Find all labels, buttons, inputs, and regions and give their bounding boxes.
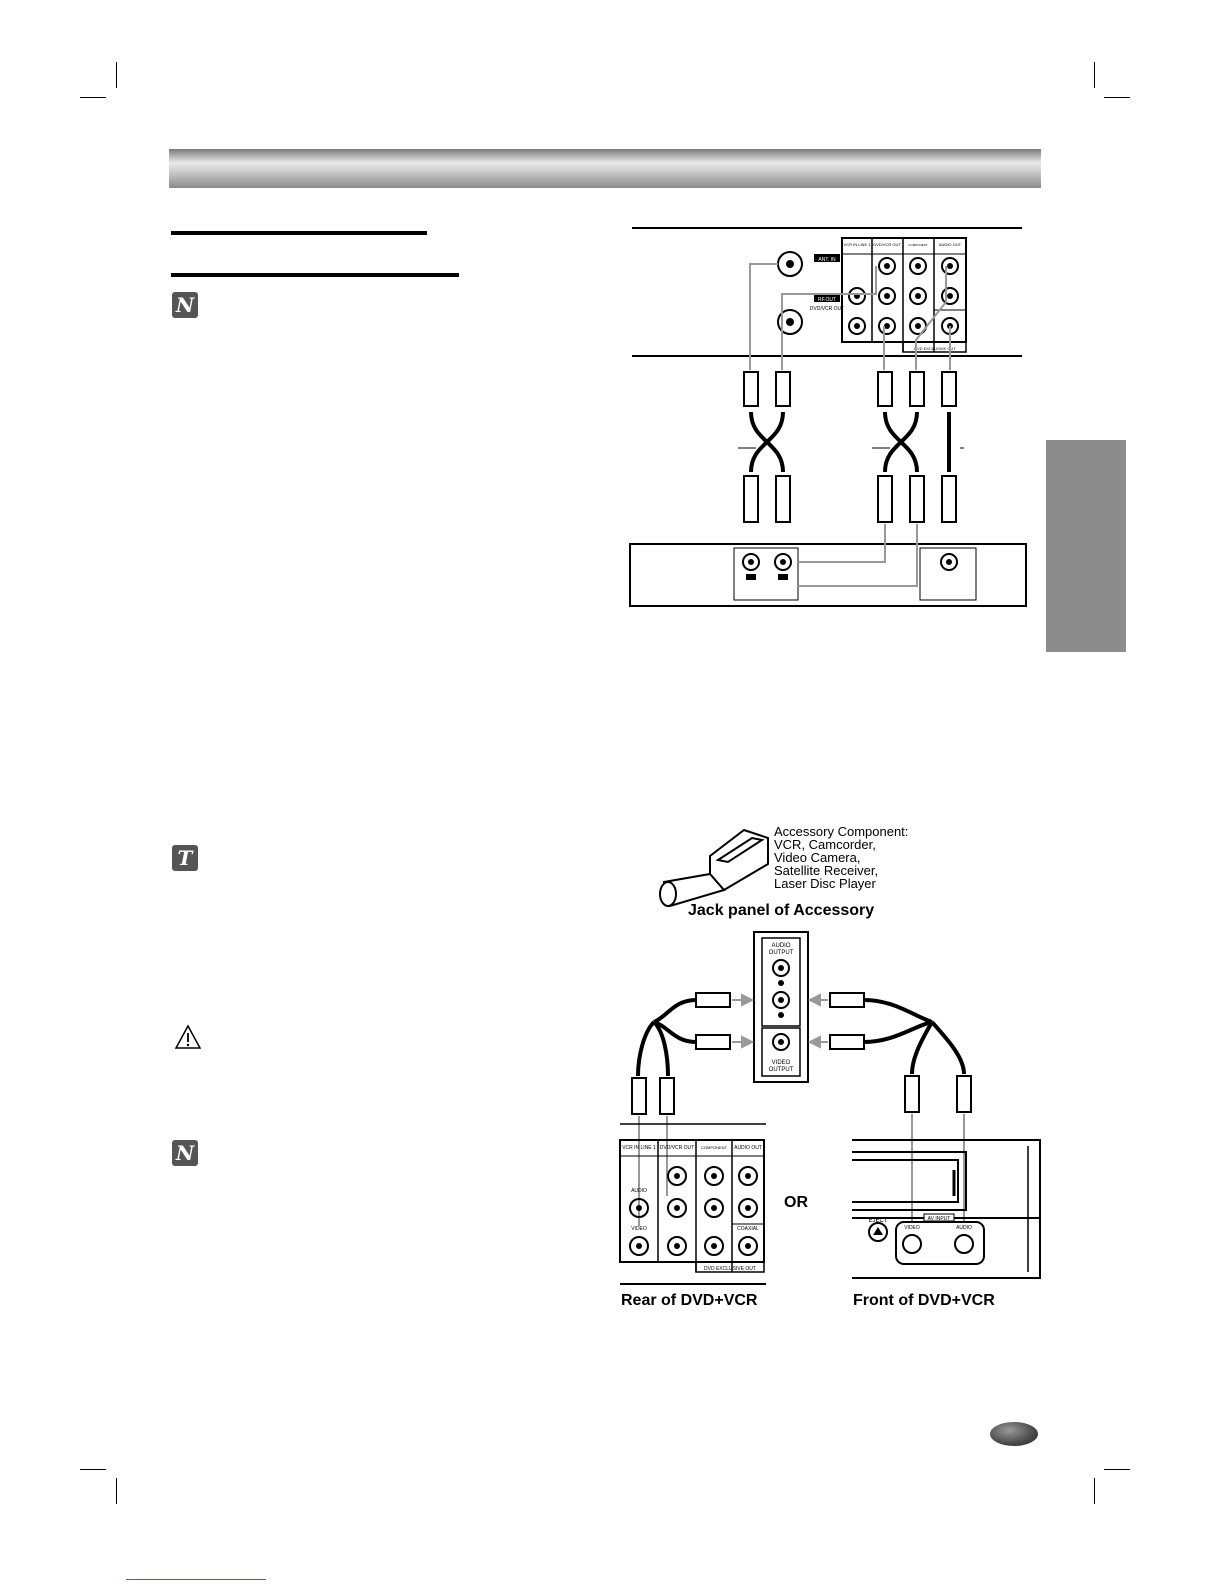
note-icon: N	[172, 1140, 198, 1166]
svg-text:DVD/VCR OUT: DVD/VCR OUT	[659, 1145, 695, 1151]
svg-text:COAXIAL: COAXIAL	[737, 1226, 759, 1232]
section-header-bar	[169, 149, 1041, 188]
front-of-dvd-vcr-label: Front of DVD+VCR	[853, 1292, 995, 1309]
crop-mark	[116, 1478, 117, 1504]
svg-text:VIDEO: VIDEO	[631, 1226, 647, 1232]
svg-text:DVD/VCR OUT: DVD/VCR OUT	[873, 242, 901, 247]
crop-mark	[1104, 1469, 1130, 1470]
accessory-component-label: Accessory Component:	[774, 824, 909, 839]
svg-text:VCR IN LINE 1: VCR IN LINE 1	[622, 1145, 656, 1151]
svg-text:AUDIO OUT: AUDIO OUT	[734, 1145, 762, 1151]
footer-underline	[126, 1579, 266, 1580]
video-output-label: VIDEO	[771, 1060, 791, 1066]
note-icon: N	[172, 292, 198, 318]
svg-text:DVD EXCLUSIVE OUT: DVD EXCLUSIVE OUT	[914, 346, 956, 351]
crop-mark	[80, 1469, 106, 1470]
svg-text:AUDIO: AUDIO	[956, 1225, 972, 1231]
camcorder-icon	[660, 830, 768, 906]
svg-text:VIDEO: VIDEO	[904, 1225, 920, 1231]
crop-mark	[1094, 1478, 1095, 1504]
or-label: OR	[784, 1194, 808, 1211]
heading-rule	[171, 273, 459, 277]
svg-text:COMPONENT: COMPONENT	[701, 1145, 727, 1150]
svg-text:OUTPUT: OUTPUT	[768, 950, 794, 956]
audio-output-label: AUDIO	[771, 943, 791, 949]
svg-text:DVD EXCLUSIVE OUT: DVD EXCLUSIVE OUT	[704, 1266, 756, 1272]
caution-icon	[174, 1024, 202, 1050]
heading-rule	[171, 231, 427, 235]
eject-label: EJECT	[868, 1218, 888, 1224]
svg-text:AUDIO OUT: AUDIO OUT	[938, 242, 962, 247]
rear-of-dvd-vcr-label: Rear of DVD+VCR	[621, 1292, 758, 1309]
crop-mark	[116, 62, 117, 88]
section-side-tab	[1046, 440, 1126, 652]
crop-mark	[1104, 97, 1130, 98]
crop-mark	[1094, 62, 1095, 88]
svg-text:AUDIO: AUDIO	[631, 1188, 647, 1194]
av-input-label: AV INPUT	[927, 1216, 951, 1222]
rf-out-label: RF.OUT	[817, 297, 837, 303]
svg-text:COMPONENT: COMPONENT	[908, 243, 928, 247]
accessory-device: Video Camera,	[774, 850, 861, 865]
tv-connection-diagram	[620, 222, 1032, 614]
svg-text:VCR IN LINE 1: VCR IN LINE 1	[843, 242, 871, 247]
crop-mark	[80, 97, 106, 98]
ant-in-label: ANT. IN	[818, 257, 836, 263]
accessory-device: Laser Disc Player	[774, 876, 876, 891]
accessory-device: VCR, Camcorder,	[774, 837, 876, 852]
cable-plugs-top	[744, 372, 956, 406]
accessory-device: Satellite Receiver,	[774, 863, 879, 878]
accessory-connection-diagram	[614, 826, 1044, 1288]
page-number-badge	[990, 1422, 1038, 1446]
tip-icon: T	[172, 845, 198, 871]
jack-panel-title: Jack panel of Accessory	[688, 902, 875, 919]
dvd-vcr-out-label: DVD/VCR OUT	[809, 306, 845, 312]
ant-in-jack	[778, 252, 802, 276]
svg-text:OUTPUT: OUTPUT	[768, 1067, 794, 1073]
